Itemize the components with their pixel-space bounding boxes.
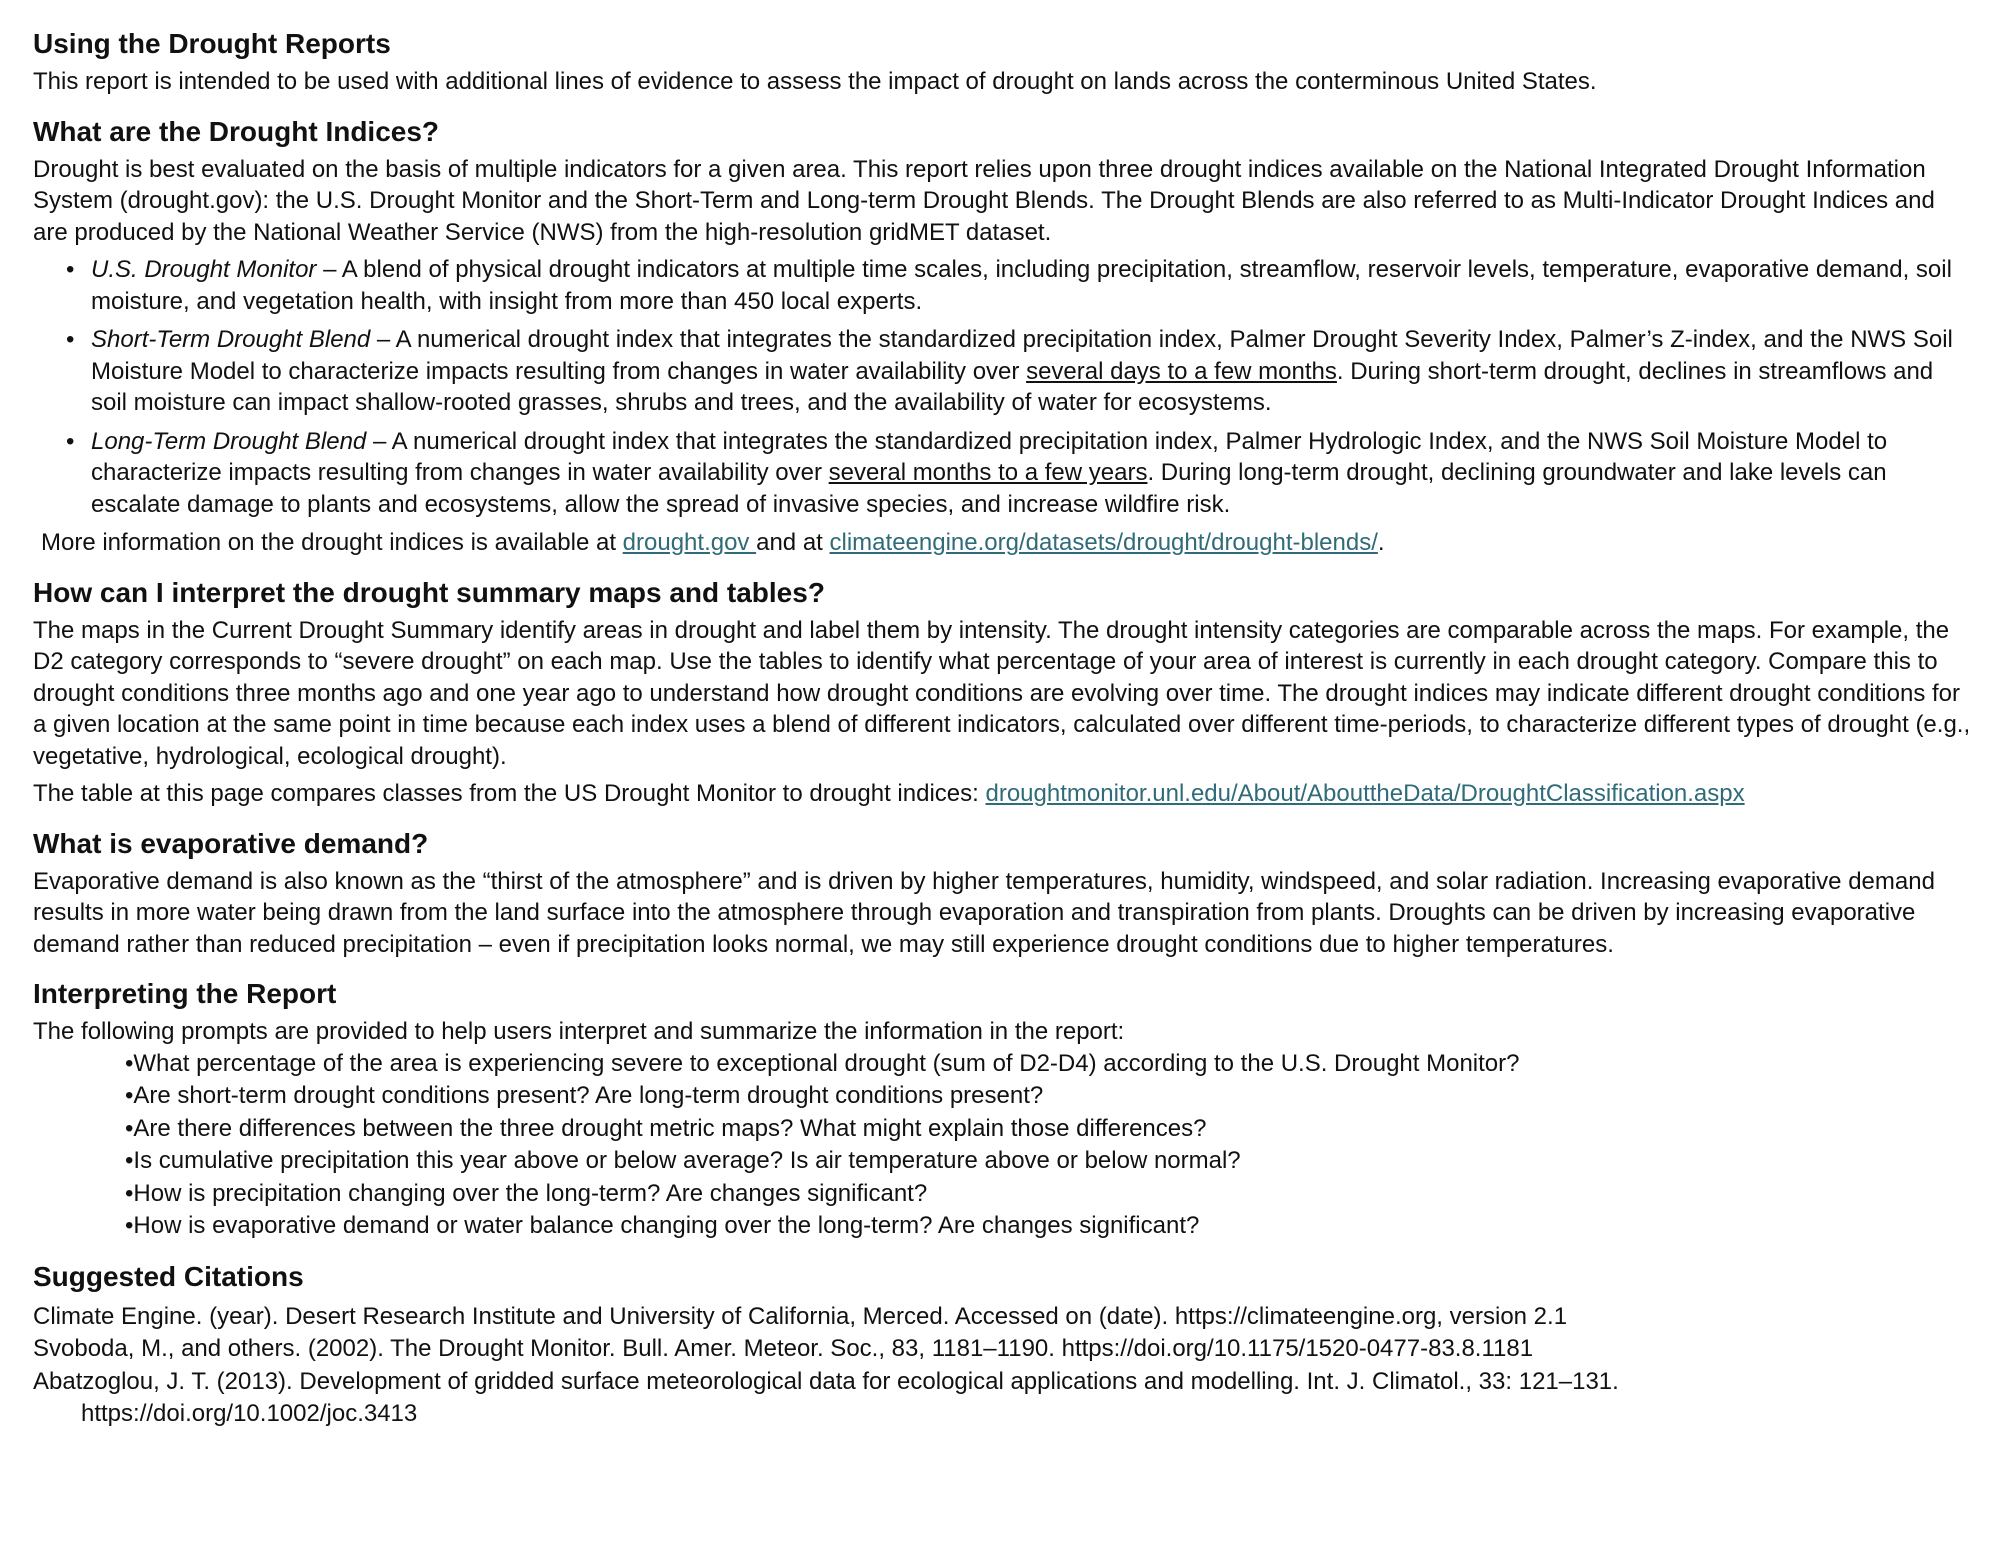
- paragraph-classification-table: [33, 778, 1974, 810]
- citation-svoboda: Svoboda, M., and others. (2002). The Drought Monitor. Bull. Amer. Meteor. Soc., 83, 1181–1190. https://doi.org/10.1175/1520-0477-83.8.1181: [33, 1335, 1534, 1362]
- bullet-underlined-text: several months to a few years: [828, 459, 1148, 486]
- prompt-item: •Are short-term drought conditions present? Are long-term drought conditions present?: [125, 1082, 1044, 1109]
- bullet-us-drought-monitor: [33, 254, 1974, 317]
- prompt-item: •How is evaporative demand or water balance changing over the long-term? Are changes significant?: [125, 1212, 1200, 1239]
- prompt-item: •Are there differences between the three drought metric maps? What might explain those differences?: [125, 1114, 1207, 1142]
- paragraph-interpret-maps: The maps in the Current Drought Summary identify areas in drought and label them by intensity. The drought intensity categories are comparable across the maps. For example, the D2 category corresponds to “severe drought” on each map. Use the tables to identify what percentage of your area of interest is currently in each drought category. Compare this to drought conditions three months ago and one year ago to understand how drought conditions are evolving over time. The drought indices may indicate different drought conditions for a given location at the same point in time because each index uses a blend of different indicators, calculated over different time-periods, to characterize different types of drought (e.g., vegetative, hydrological, ecological drought).: [33, 616, 1971, 770]
- bullet-text: – A blend of physical drought indicators at multiple time scales, including precipitation, streamflow, reservoir levels, temperature, evaporative demand, soil moisture, and vegetation health, with insight from more than 450 local experts.: [91, 256, 1952, 315]
- section-evaporative-demand: [33, 824, 1974, 961]
- heading-suggested-citations: Suggested Citations: [33, 1260, 304, 1292]
- link-climateengine-drought-blends[interactable]: climateengine.org/datasets/drought/drought-blends/: [829, 529, 1378, 556]
- citation-abatzoglou-doi: https://doi.org/10.1002/joc.3413: [81, 1400, 418, 1427]
- prompt-item: •How is precipitation changing over the long-term? Are changes significant?: [125, 1179, 928, 1207]
- section-using-reports: [33, 24, 1974, 98]
- prompt-item: •Is cumulative precipitation this year above or below average? Is air temperature above or below normal?: [125, 1147, 1241, 1174]
- citation-abatzoglou: Abatzoglou, J. T. (2013). Development of gridded surface meteorological data for ecological applications and modelling. Int. J. Climatol., 33: 121–131.: [33, 1367, 1619, 1395]
- bullet-long-term-blend: [33, 426, 1974, 521]
- section-suggested-citations: [33, 1257, 1974, 1431]
- prompt-item: •What percentage of the area is experiencing severe to exceptional drought (sum of D2-D4) according to the U.S. Drought Monitor?: [125, 1049, 1520, 1077]
- bullet-term: U.S. Drought Monitor: [91, 256, 317, 283]
- bullet-glyph: •: [66, 256, 75, 283]
- paragraph-evaporative-demand: Evaporative demand is also known as the “thirst of the atmosphere” and is driven by higher temperatures, humidity, windspeed, and solar radiation. Increasing evaporative demand results in more water being drawn from the land surface into the atmosphere through evaporation and transpiration from plants. Droughts can be driven by increasing evaporative demand rather than reduced precipitation – even if precipitation looks normal, we may still experience drought conditions due to higher temperatures.: [33, 867, 1935, 958]
- link-drought-gov[interactable]: drought.gov: [622, 529, 757, 556]
- heading-interpreting-report: Interpreting the Report: [33, 978, 337, 1009]
- bullet-term: Long-Term Drought Blend: [91, 427, 367, 455]
- bullet-term: Short-Term Drought Blend: [91, 326, 371, 353]
- bullet-underlined-text: several days to a few months: [1026, 357, 1337, 385]
- paragraph-interpreting-intro: The following prompts are provided to help users interpret and summarize the information in the report:: [33, 1018, 1125, 1045]
- indices-bullet-list: [33, 254, 1974, 520]
- heading-using-reports: Using the Drought Reports: [33, 28, 391, 59]
- bullet-text: . During long-term drought, declining groundwater and lake levels can escalate damage to plants and ecosystems, allow the spread of invasive species, and increase wildfire risk.: [91, 459, 1887, 518]
- heading-evaporative-demand: What is evaporative demand?: [33, 827, 429, 859]
- bullet-text: . During short-term drought, declines in streamflows and soil moisture can impact shallow-rooted grasses, shrubs and trees, and the availability of water for ecosystems.: [91, 357, 1934, 416]
- paragraph-more-info: [33, 527, 1974, 559]
- citation-climate-engine: Climate Engine. (year). Desert Research Institute and University of California, Merced. Accessed on (date). https://climateengine.org, version 2.1: [33, 1302, 1568, 1330]
- section-drought-indices: [33, 112, 1974, 559]
- paragraph-using-reports: This report is intended to be used with additional lines of evidence to assess the impact of drought on lands across the conterminous United States.: [33, 68, 1597, 95]
- bullet-text: – A numerical drought index that integrates the standardized precipitation index, Palmer Hydrologic Index, and the NWS Soil Moisture Model to characterize impacts resulting from changes in water availability over: [91, 427, 1888, 486]
- bullet-glyph: •: [66, 326, 75, 353]
- bullet-text: – A numerical drought index that integrates the standardized precipitation index, Palmer Drought Severity Index, Palmer’s Z-index, and the NWS Soil Moisture Model to characterize impacts resulting from changes in water availability over: [91, 326, 1953, 385]
- bullet-glyph: •: [66, 427, 75, 455]
- heading-drought-indices: What are the Drought Indices?: [33, 115, 440, 147]
- more-info-prefix: More information on the drought indices is available at: [41, 529, 623, 556]
- heading-interpret-maps: How can I interpret the drought summary maps and tables?: [33, 576, 825, 608]
- section-interpreting-report: [33, 974, 1974, 1243]
- paragraph-indices-intro: Drought is best evaluated on the basis of multiple indicators for a given area. This report relies upon three drought indices available on the National Integrated Drought Information System (drought.gov): the U.S. Drought Monitor and the Short-Term and Long-term Drought Blends. The Drought Blends are also referred to as Multi-Indicator Drought Indices and are produced by the National Weather Service (NWS) from the high-resolution gridMET dataset.: [33, 155, 1935, 246]
- bullet-short-term-blend: [33, 324, 1974, 419]
- more-info-middle: and at: [756, 529, 830, 556]
- link-drought-classification[interactable]: droughtmonitor.unl.edu/About/AbouttheData/DroughtClassification.aspx: [985, 780, 1745, 807]
- classification-prefix: The table at this page compares classes from the US Drought Monitor to drought indices:: [33, 780, 986, 807]
- section-interpret-maps: [33, 573, 1974, 810]
- more-info-suffix: .: [1377, 529, 1385, 556]
- prompt-list: [33, 1048, 1974, 1243]
